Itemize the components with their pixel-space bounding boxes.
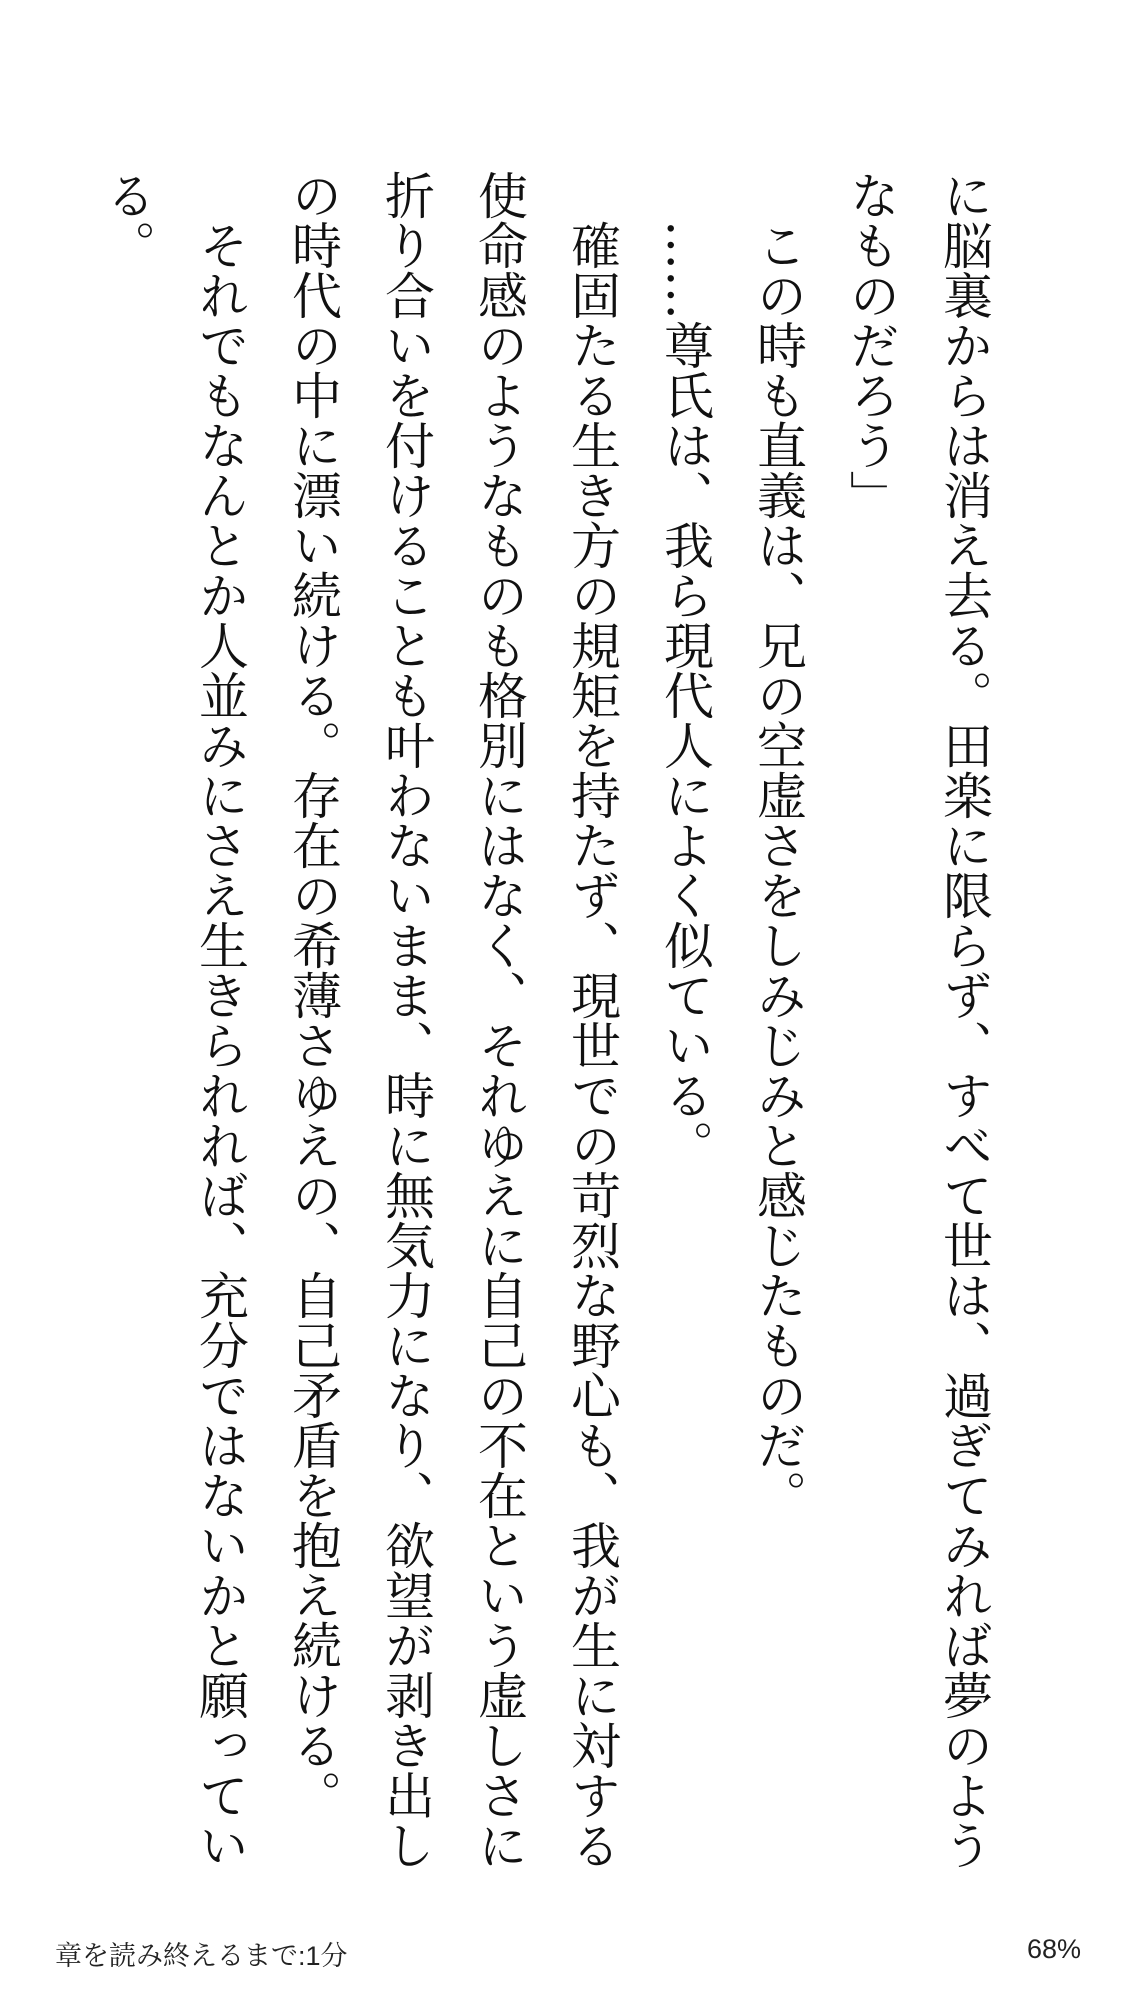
reading-progress-percent: 68% [1026, 1934, 1081, 1964]
paragraph-4: 確固たる生き方の規矩を持たず、現世での苛烈な野心も、我が生に対する使命感のようなものも格別にはなく、それゆえに自己の不在という虚しさに折り合いを付けることも叶わないまま、時に無気力になり、欲望が剥き出しの時代の中に漂い続ける。存在の希薄さゆえの、自己矛盾を抱え続ける。 [284, 170, 621, 1870]
page-text-area[interactable] [98, 170, 1010, 1890]
paragraph-3: ……尊氏は、我ら現代人によく似ている。 [656, 220, 714, 1170]
paragraph-1: に脳裏からは消え去る。田楽に限らず、すべて世は、過ぎてみれば夢のようなものだろう」 [842, 170, 993, 1870]
paragraph-2: この時も直義は、兄の空虚さをしみじみと感じたものだ。 [749, 220, 807, 1520]
reader-footer [0, 1930, 1125, 2000]
paragraph-5: それでもなんとか人並みにさえ生きられれば、充分ではないかと願っている。 [98, 170, 249, 1870]
chapter-time-remaining: 章を読み終えるまで:1分 [55, 1941, 348, 1971]
vertical-text-column [98, 170, 1010, 1890]
